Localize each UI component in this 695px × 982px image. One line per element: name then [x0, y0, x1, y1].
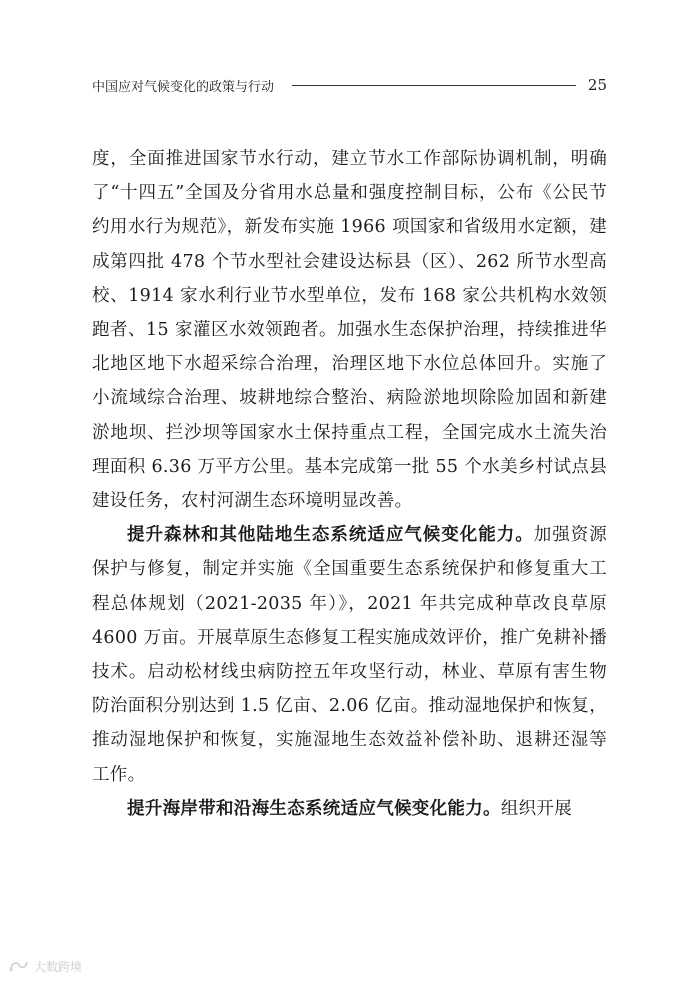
body-text	[92, 142, 607, 826]
paragraph-text: 组织开展	[500, 798, 573, 819]
paragraph-coastal-ecosystems	[92, 792, 607, 826]
watermark-logo-icon	[8, 959, 30, 973]
paragraph-water-conservation	[92, 142, 607, 518]
watermark	[8, 956, 82, 976]
page-number: 25	[587, 76, 607, 94]
running-header	[92, 74, 607, 96]
watermark-text: 大数跨境	[34, 959, 83, 974]
paragraph-lead: 提升海岸带和沿海生态系统适应气候变化能力。	[127, 798, 501, 819]
running-header-title: 中国应对气候变化的政策与行动	[92, 79, 275, 95]
paragraph-forest-ecosystems	[92, 518, 607, 792]
paragraph-text: 度，全面推进国家节水行动，建立节水工作部际协调机制，明确了“十四五”全国及分省用水总量和强度控制目标，公布《公民节约用水行为规范》，新发布实施 1966 项国家和省级用水定额，建成第四批 478 个节水型社会建设达标县（区）、262 所节水型高校、1914 家水利行业节水型单位，发布 168 家公共机构水效领跑者、15 家灌区水效领跑者。加强水生态保护治理，持续推进华北地区地下水超采综合治理，治理区地下水位总体回升。实施了小流域综合治理、坡耕地综合整治、病险淤地坝除险加固和新建淤地坝、拦沙坝等国家水土保持重点工程，全国完成水土流失治理面积 6.36 万平方公里。基本完成第一批 55 个水美乡村试点县建设任务，农村河湖生态环境明显改善。	[92, 149, 607, 512]
paragraph-lead: 提升森林和其他陆地生态系统适应气候变化能力。	[127, 525, 534, 546]
header-divider	[292, 85, 576, 86]
paragraph-text: 加强资源保护与修复，制定并实施《全国重要生态系统保护和修复重大工程总体规划（2021-2035 年）》，2021 年共完成种草改良草原 4600 万亩。开展草原生态修复工程实施成效评价，推广免耕补播技术。启动松材线虫病防控五年攻坚行动，林业、草原有害生物防治面积分别达到 1.5 亿亩、2.06 亿亩。推动湿地保护和恢复，推动湿地保护和恢复，实施湿地生态效益补偿补助、退耕还湿等工作。	[92, 525, 607, 785]
